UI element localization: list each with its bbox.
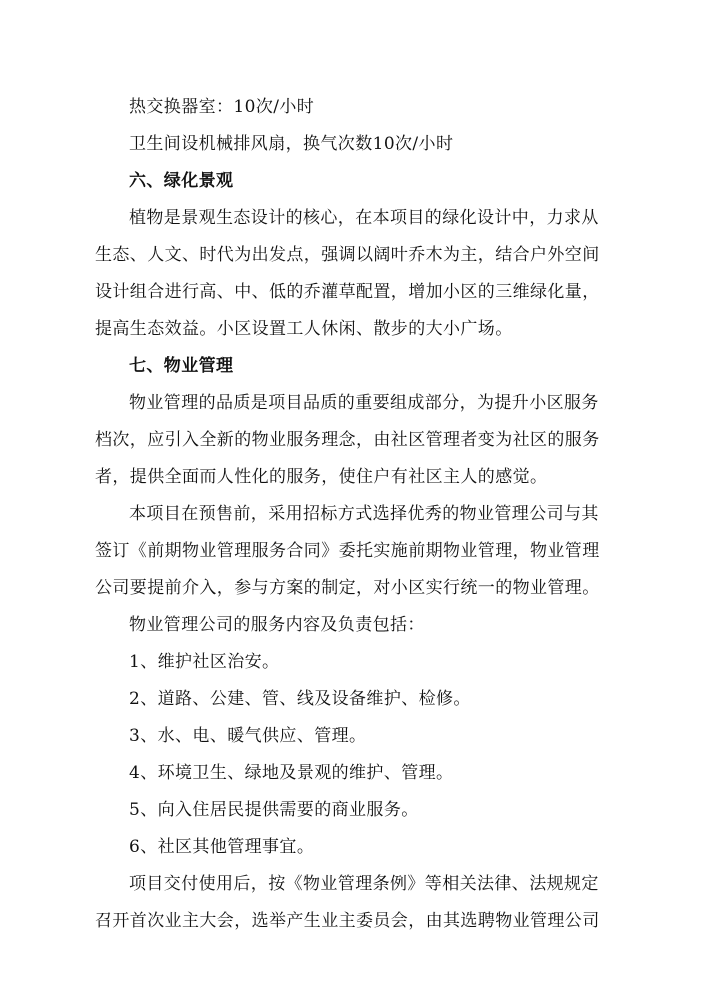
- paragraph-line: 签订《前期物业管理服务合同》委托实施前期物业管理，物业管理: [95, 541, 600, 561]
- list-item: 6、社区其他管理事宜。: [129, 837, 315, 857]
- paragraph-line: 召开首次业主大会，选举产生业主委员会，由其选聘物业管理公司: [95, 911, 600, 931]
- list-item: 4、环境卫生、绿地及景观的维护、管理。: [129, 763, 454, 783]
- list-item: 2、道路、公建、管、线及设备维护、检修。: [129, 689, 471, 709]
- paragraph-line: 物业管理的品质是项目品质的重要组成部分，为提升小区服务: [129, 393, 599, 413]
- paragraph-line: 生态、人文、时代为出发点，强调以阔叶乔木为主，结合户外空间: [95, 245, 600, 265]
- paragraph-line: 植物是景观生态设计的核心，在本项目的绿化设计中，力求从: [129, 208, 599, 228]
- paragraph-line: 提高生态效益。小区设置工人休闲、散步的大小广场。: [95, 319, 513, 339]
- paragraph-line: 档次，应引入全新的物业服务理念，由社区管理者变为社区的服务: [95, 430, 600, 450]
- section-heading-greening: 六、绿化景观: [129, 171, 234, 191]
- paragraph-line: 项目交付使用后，按《物业管理条例》等相关法律、法规规定: [129, 874, 599, 894]
- paragraph-line: 公司要提前介入，参与方案的制定，对小区实行统一的物业管理。: [95, 578, 600, 598]
- paragraph-line: 物业管理公司的服务内容及负责包括：: [129, 615, 425, 635]
- list-item: 5、向入住居民提供需要的商业服务。: [129, 800, 419, 820]
- section-heading-property-management: 七、物业管理: [129, 356, 234, 376]
- paragraph-line: 卫生间设机械排风扇，换气次数10次/小时: [129, 134, 454, 154]
- paragraph-line: 设计组合进行高、中、低的乔灌草配置，增加小区的三维绿化量，: [95, 282, 600, 302]
- list-item: 1、维护社区治安。: [129, 652, 280, 672]
- paragraph-line: 热交换器室：10次/小时: [129, 97, 315, 117]
- paragraph-line: 者，提供全面而人性化的服务，使住户有社区主人的感觉。: [95, 467, 548, 487]
- list-item: 3、水、电、暖气供应、管理。: [129, 726, 367, 746]
- paragraph-line: 本项目在预售前，采用招标方式选择优秀的物业管理公司与其: [129, 504, 599, 524]
